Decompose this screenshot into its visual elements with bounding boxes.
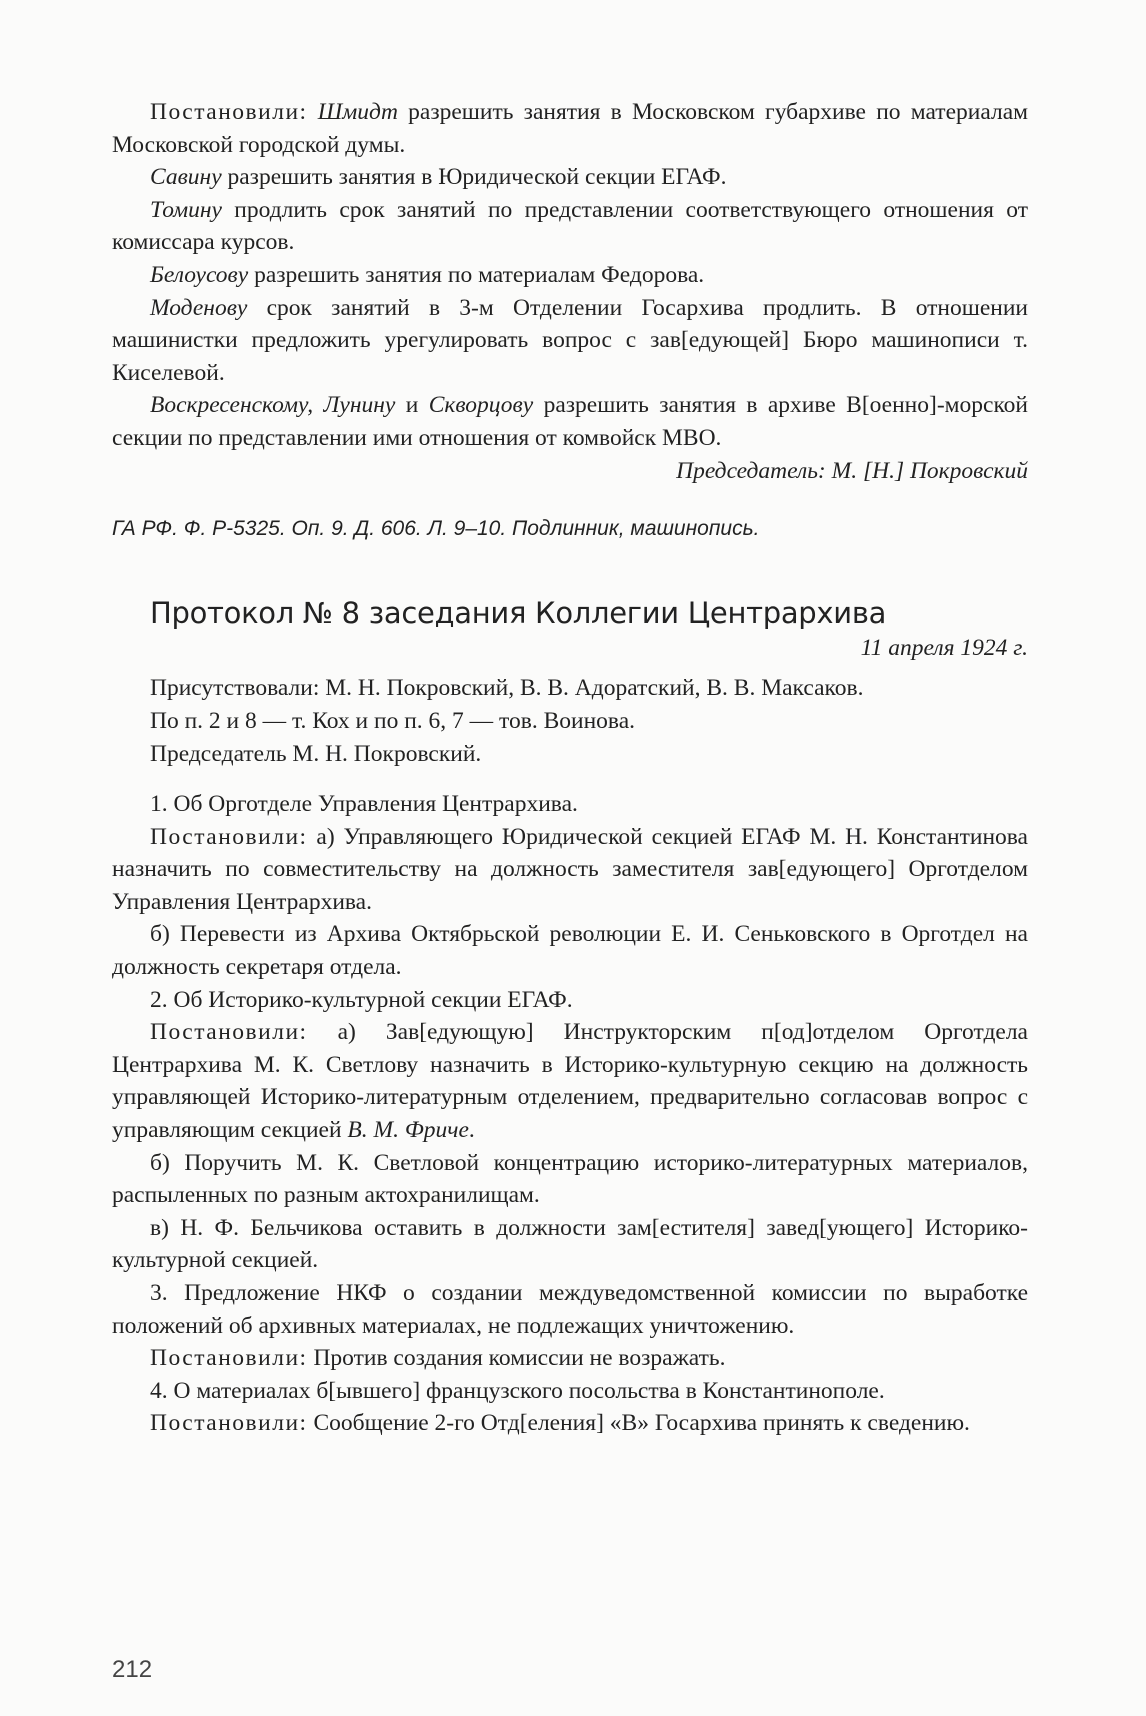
item-1-heading: 1. Об Орготделе Управления Центрархива.: [150, 791, 578, 818]
chair-signature: Председатель: М. [Н.] Покровский: [676, 457, 1028, 484]
person-name: В. М. Фриче: [347, 1117, 469, 1144]
paragraph-tomin: [112, 194, 1028, 259]
item-4-decision: [112, 1407, 1028, 1440]
resolved-label: Постановили:: [150, 1410, 308, 1437]
person-name: Савину: [150, 164, 222, 191]
paragraph-text: разрешить занятия в Юридической секции ЕГАФ.: [221, 164, 727, 191]
resolved-label: Постановили:: [150, 1019, 308, 1046]
paragraph-modenov: [112, 292, 1028, 390]
item-2-decision-a: [112, 1016, 1028, 1146]
paragraph-text: разрешить занятия в архиве В[оенно]-морской секции по представлении ими отношения от комвойск МВО.: [112, 392, 1029, 451]
decision-text: а) Зав[едующую] Инструкторским п[од]отделом Орготдела Центрархива М. К. Светлову назначить в Историко-культурную секцию на должность управляющей Историко-литературным отделением, предварительно согласовав вопрос с управляющим секцией: [112, 1019, 1028, 1144]
decision-text: а) Управляющего Юридической секцией ЕГАФ М. Н. Константинова назначить по совместительству на должность заместителя зав[едующего] Орготделом Управления Центрархива.: [112, 823, 1028, 915]
item-1-decision-a: [112, 821, 1028, 919]
resolved-label: Постановили:: [150, 823, 308, 850]
attendees: Присутствовали: М. Н. Покровский, В. В. Адоратский, В. В. Максаков.: [150, 675, 864, 702]
paragraph-shmidt: [112, 96, 1028, 161]
item-3-heading: 3. Предложение НКФ о создании междуведомственной комиссии по выработке положений об архивных материалах, не подлежащих уничтожению.: [112, 1280, 1028, 1339]
decision-text: Сообщение 2-го Отд[еления] «В» Госархива принять к сведению.: [307, 1410, 970, 1437]
item-2-heading: 2. Об Историко-культурной секции ЕГАФ.: [150, 986, 573, 1013]
decision-text: Против создания комиссии не возражать.: [307, 1345, 726, 1372]
paragraph-text: разрешить занятия в Московском губархиве по материалам Московской городской думы.: [112, 99, 1028, 158]
person-names: Воскресенскому, Лунину: [150, 392, 396, 419]
paragraph-voskresensky: [112, 389, 1028, 454]
archival-source: ГА РФ. Ф. Р-5325. Оп. 9. Д. 606. Л. 9–10. Подлинник, машинопись.: [112, 517, 760, 541]
paragraph-text: продлить срок занятий по представлении соответствующего отношения от комиссара курсов.: [112, 196, 1028, 256]
points-note: По п. 2 и 8 — т. Кох и по п. 6, 7 — тов. Воинова.: [150, 707, 635, 734]
paragraph-text: разрешить занятия по материалам Федорова.: [248, 261, 705, 288]
person-name: Скворцову: [428, 392, 534, 419]
page-text: [112, 96, 1028, 1440]
protocol-date: 11 апреля 1924 г.: [860, 634, 1028, 661]
resolved-label: Постановили:: [150, 99, 308, 125]
paragraph-belousov: [112, 259, 1028, 292]
person-name: Белоусову: [150, 261, 249, 288]
paragraph-savina: [112, 161, 1028, 194]
person-name: Томину: [150, 196, 222, 223]
item-1-decision-b: б) Перевести из Архива Октябрьской революции Е. И. Сеньковского в Орготдел на должность секретаря отдела.: [112, 921, 1028, 981]
item-2-decision-b: б) Поручить М. К. Светловой концентрацию историко-литературных материалов, распыленных по разным актохранилищам.: [112, 1149, 1028, 1209]
resolved-label: Постановили:: [150, 1345, 308, 1372]
person-name: Моденову: [150, 294, 248, 321]
person-name: Шмидт: [317, 99, 398, 125]
paragraph-text: срок занятий в 3-м Отделении Госархива продлить. В отношении машинистки предложить урегулировать вопрос с зав[едующей] Бюро машинописи т. Киселевой.: [112, 294, 1028, 386]
page-number: 212: [112, 1656, 153, 1683]
item-2-decision-c: в) Н. Ф. Бельчикова оставить в должности зам[естителя] завед[ующего] Историко-культурной секцией.: [112, 1214, 1028, 1274]
decision-end: .: [468, 1117, 475, 1144]
conjunction: и: [395, 392, 429, 419]
chairman: Председатель М. Н. Покровский.: [150, 740, 482, 767]
protocol-title: Протокол № 8 заседания Коллегии Центрархива: [150, 595, 887, 630]
item-3-decision: [112, 1342, 1028, 1375]
item-4-heading: 4. О материалах б[ывшего] французского посольства в Константинополе.: [150, 1377, 885, 1404]
